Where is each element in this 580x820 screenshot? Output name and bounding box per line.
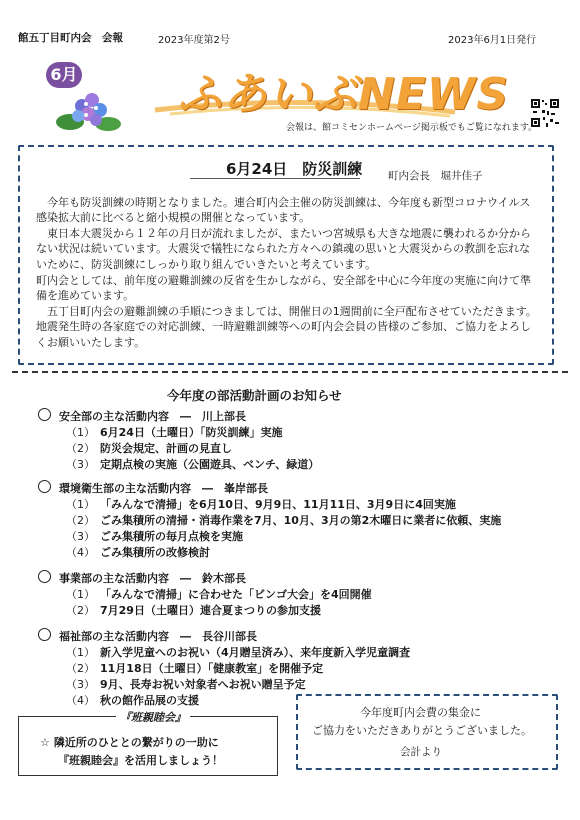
article-author: 町内会長 堀井佳子 (388, 170, 483, 182)
list-item (66, 440, 232, 456)
section-divider (12, 371, 568, 373)
list-item (66, 660, 323, 676)
list-item (66, 528, 243, 544)
item-text: 7月29日（土曜日）連合夏まつりの参加支援 (100, 604, 321, 617)
circle-bullet-icon (38, 408, 51, 421)
circle-bullet-icon (38, 570, 51, 583)
item-text: 11月18日（土曜日）「健康教室」を開催予定 (100, 662, 324, 675)
month-badge: 6月 (46, 62, 82, 88)
item-text: 9月、長寿お祝い対象者へお祝い贈呈予定 (100, 678, 306, 691)
item-number: （1） (66, 498, 95, 511)
plans-title: 今年度の部活動計画のお知らせ (167, 388, 342, 403)
list-item (66, 644, 410, 660)
item-number: （2） (66, 604, 95, 617)
item-text: ごみ集積所の毎月点検を実施 (100, 530, 243, 543)
org-label: 館五丁目町内会 (18, 32, 92, 44)
circle-bullet-icon (38, 628, 51, 641)
item-number: （4） (66, 546, 95, 559)
list-item (66, 512, 501, 528)
han-meeting-line-2: 『班親睦会』を活用しましょう！ (58, 754, 223, 767)
han-meeting-title: 『班親睦会』 (116, 709, 190, 725)
fee-line-2: ご協力をいただきありがとうございました。 (312, 724, 532, 737)
item-text: ごみ集積所の清掃・消毒作業を7月、10月、3月の第2木曜日に業者に依頼、実施 (100, 514, 502, 527)
item-text: 6月24日（土曜日）「防災訓練」実施 (100, 426, 283, 439)
item-text: 定期点検の実施（公園遊具、ベンチ、緑道） (100, 458, 320, 471)
item-number: （1） (66, 588, 95, 601)
item-number: （4） (66, 694, 95, 707)
website-note: 会報は、館コミセンホームページ掲示板でもご覧になれます。 (286, 123, 538, 133)
item-number: （1） (66, 426, 95, 439)
item-text: 「みんなで清掃」を6月10日、9月9日、11月11日、3月9日に4回実施 (100, 498, 456, 511)
dept-environment-heading (38, 480, 268, 496)
issue-number: 2023年度第2号 (158, 35, 230, 46)
item-text: 新入学児童へのお祝い（4月贈呈済み）、来年度新入学児童調査 (100, 646, 411, 659)
paper-label: 会報 (102, 32, 123, 44)
list-item (66, 676, 306, 692)
dept-heading-text: 事業部の主な活動内容 ― 鈴木部長 (59, 572, 246, 585)
dept-welfare-heading (38, 628, 257, 644)
item-number: （3） (66, 678, 95, 691)
article-paragraph-4: 五丁目町内会の避難訓練の手順につきましては、開催日の1週間前に全戸配布させていただきます。地震発生時の各家庭での対応訓練、一時避難訓練等への町内会会員の皆様のご参加、ご協力をよろしくお願いいたします。 (36, 305, 537, 349)
org-name (18, 30, 123, 45)
fee-line-1: 今年度町内会費の集金に (360, 706, 481, 719)
list-item (66, 544, 210, 560)
article-title: 6月24日 防災訓練 (226, 160, 363, 178)
title-underline (190, 178, 360, 179)
item-text: 秋の館作品展の支援 (100, 694, 199, 707)
circle-bullet-icon (38, 480, 51, 493)
dept-events-heading (38, 570, 246, 586)
list-item (66, 424, 282, 440)
list-item (66, 586, 372, 602)
item-number: （2） (66, 662, 95, 675)
item-number: （2） (66, 514, 95, 527)
issue-date: 2023年6月1日発行 (448, 35, 537, 46)
dept-safety-heading (38, 408, 246, 424)
list-item (66, 602, 321, 618)
list-item (66, 496, 456, 512)
han-meeting-line-1: ☆ 隣近所のひととの繋がりの一助に (40, 736, 219, 749)
dept-heading-text: 環境衛生部の主な活動内容 ― 峯岸部長 (59, 482, 268, 495)
fee-signature: 会計より (400, 746, 442, 758)
dept-heading-text: 安全部の主な活動内容 ― 川上部長 (59, 410, 246, 423)
newsletter-title: ふあいぶNEWS (178, 69, 510, 120)
list-item (66, 456, 319, 472)
list-item (66, 692, 199, 708)
item-number: （2） (66, 442, 95, 455)
item-number: （1） (66, 646, 95, 659)
article-paragraph-1: 今年も防災訓練の時期となりました。連合町内会主催の防災訓練は、今年度も新型コロナウイルス感染拡大前に比べると縮小規模の開催となっています。 (36, 196, 531, 225)
article-paragraph-2: 東日本大震災から１２年の月日が流れましたが、またいつ宮城県も大きな地震に襲われるか分からない状況は続いています。大震災で犠牲になられた方々への鎮魂の思いと大震災からの教訓を忘れないために、防災訓練にしっかり取り組んでいきたいと考えています。 (36, 227, 531, 271)
item-number: （3） (66, 530, 95, 543)
item-text: 防災会規定、計画の見直し (100, 442, 232, 455)
item-text: 「みんなで清掃」に合わせた「ビンゴ大会」を4回開催 (100, 588, 372, 601)
article-paragraph-3: 町内会としては、前年度の避難訓練の反省を生かしながら、安全部を中心に今年度の実施に向けて準備を進めています。 (36, 274, 531, 303)
item-text: ごみ集積所の改修検討 (100, 546, 210, 559)
hydrangea-icon (56, 84, 122, 134)
dept-heading-text: 福祉部の主な活動内容 ― 長谷川部長 (59, 630, 257, 643)
item-number: （3） (66, 458, 95, 471)
